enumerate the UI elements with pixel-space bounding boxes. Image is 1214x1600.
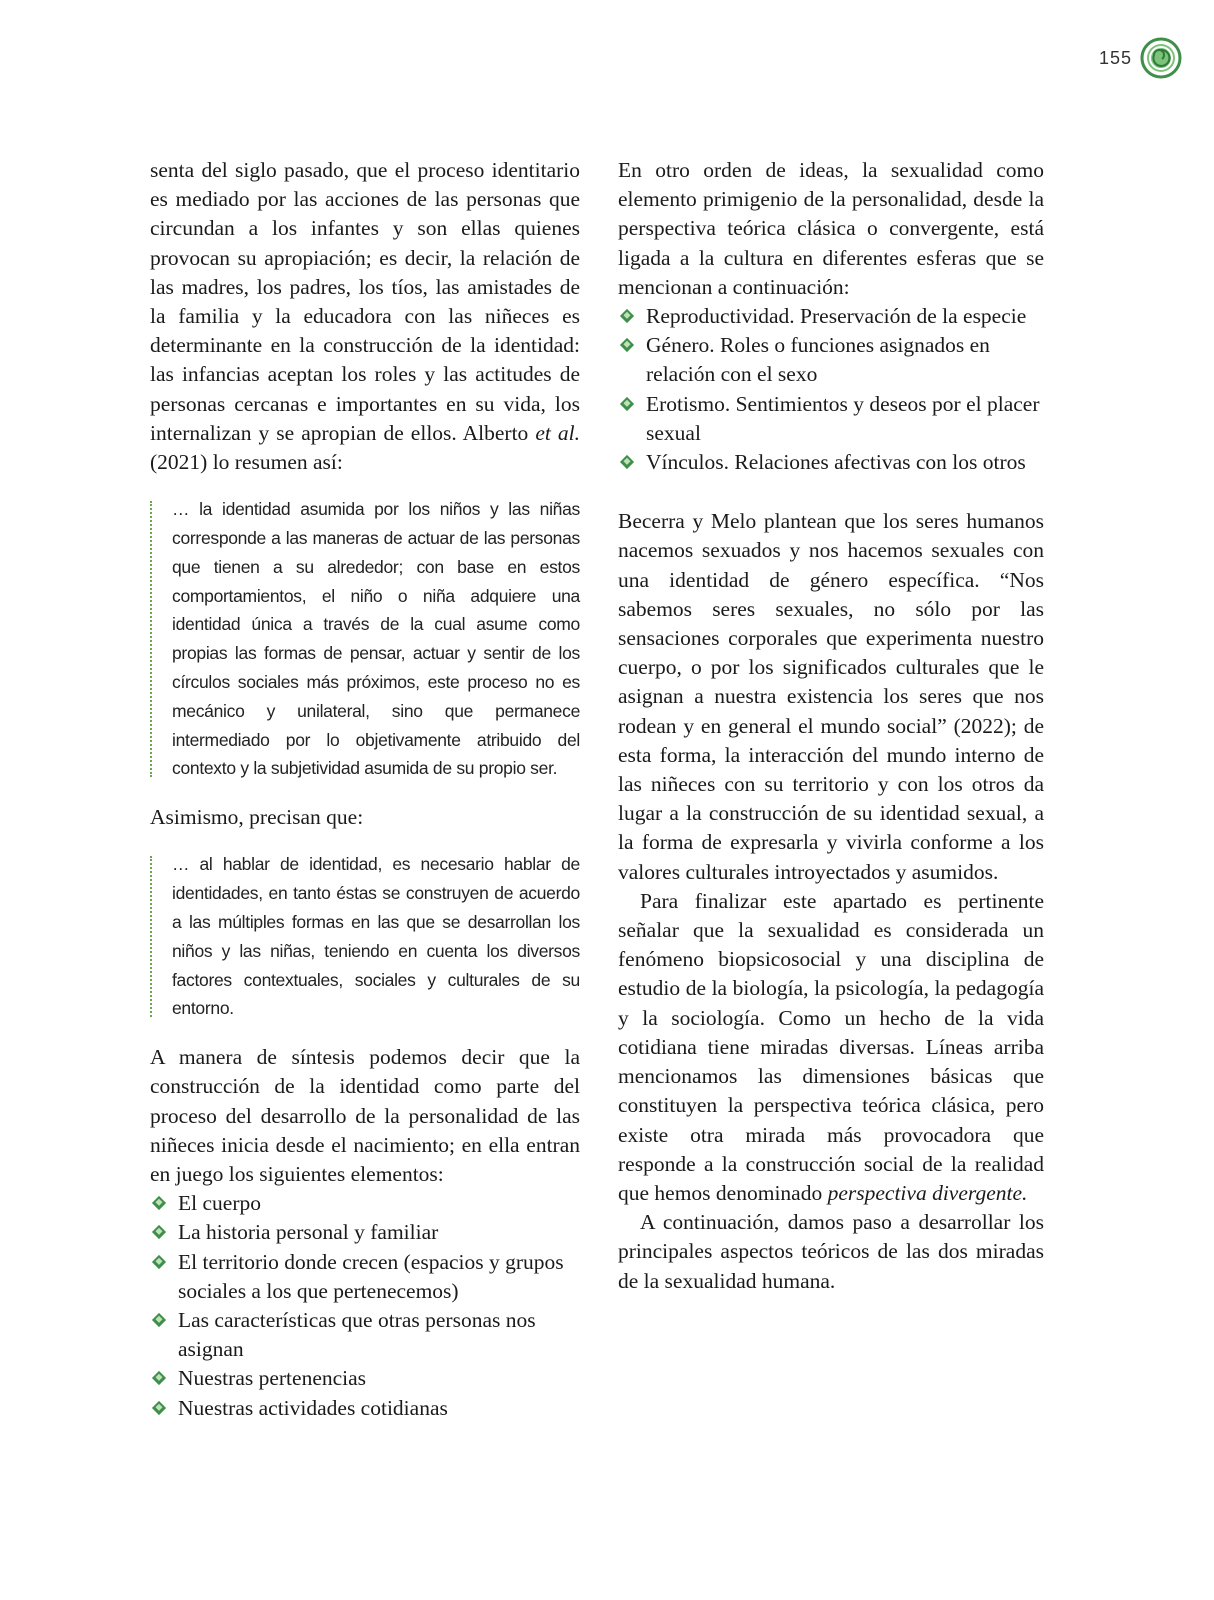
diamond-bullet-icon: [152, 1401, 166, 1415]
diamond-bullet-icon: [620, 309, 634, 323]
left-paragraph-1: senta del siglo pasado, que el proceso identitario es mediado por las acciones de las personas que circundan a los infantes y son ellas quienes provocan su apropiación; es decir, la relación de las madres, los padres, los tíos, las amistades de la familia y la educadora con las niñeces es determinante en la construcción de la identidad: las infancias aceptan los roles y las actitudes de personas cercanas e importantes en su vida, los internalizan y se apropian de ellos. Alberto et al. (2021) lo resumen así:: [150, 158, 580, 475]
block-quote-1: … la identidad asumida por los niños y las niñas corresponde a las maneras de actuar de las personas que tienen a su alrededor; con base en estos comportamientos, el niño o niña adquiere una identidad única a través de la cual asume como propias las formas de pensar, actuar y sentir de los círculos sociales más próximos, este proceso no es mecánico y unilateral, sino que permanece intermediado por lo objetivamente atribuido del contexto y la subjetividad asumida de su propio ser.: [150, 495, 580, 783]
list-item: Género. Roles o funciones asignados en relación con el sexo: [618, 331, 1044, 389]
list-item: Erotismo. Sentimientos y deseos por el placer sexual: [618, 390, 1044, 448]
right-paragraph-2: Becerra y Melo plantean que los seres humanos nacemos sexuados y nos hacemos sexuales con una identidad de género específica. “Nos sabemos seres sexuales, no sólo por las sensaciones corporales que experimenta nuestro cuerpo, o por los significados culturales que le asignan a nuestra existencia los seres que nos rodean y en general el mundo social” (2022); de esta forma, la interacción del mundo interno de las niñeces con su territorio y con los otros da lugar a la construcción de su identidad sexual, a la forma de expresarla y vivirla conforme a los valores culturales introyectados y asumidos.: [618, 509, 1044, 884]
right-bullet-list: [618, 302, 1044, 477]
diamond-bullet-icon: [620, 338, 634, 352]
list-item: El territorio donde crecen (espacios y grupos sociales a los que pertenecemos): [150, 1248, 580, 1306]
diamond-bullet-icon: [620, 397, 634, 411]
right-column: [618, 156, 1044, 1296]
page-number: 155: [1098, 47, 1132, 68]
left-bullet-list: [150, 1189, 580, 1423]
list-item: Vínculos. Relaciones afectivas con los otros: [618, 448, 1044, 477]
list-item: La historia personal y familiar: [150, 1218, 580, 1247]
right-paragraph-4: A continuación, damos paso a desarrollar los principales aspectos teóricos de las dos miradas de la sexualidad humana.: [618, 1210, 1044, 1293]
left-paragraph-2: Asimismo, precisan que:: [150, 805, 364, 830]
left-paragraph-3: A manera de síntesis podemos decir que la construcción de la identidad como parte del proceso del desarrollo de la personalidad de las niñeces inicia desde el nacimiento; en ella entran en juego los siguientes elementos:: [150, 1045, 580, 1186]
diamond-bullet-icon: [152, 1225, 166, 1239]
diamond-bullet-icon: [152, 1313, 166, 1327]
list-item: El cuerpo: [150, 1189, 580, 1218]
diamond-bullet-icon: [152, 1255, 166, 1269]
diamond-bullet-icon: [620, 455, 634, 469]
green-spiral-logo-icon: [1140, 37, 1182, 79]
page-header: [1099, 38, 1182, 78]
list-item: Nuestras actividades cotidianas: [150, 1394, 580, 1423]
list-item: Las características que otras personas nos asignan: [150, 1306, 580, 1364]
list-item: Reproductividad. Preservación de la especie: [618, 302, 1044, 331]
spacer: [618, 477, 1044, 507]
diamond-bullet-icon: [152, 1196, 166, 1210]
right-paragraph-3: Para finalizar este apartado es pertinente señalar que la sexualidad es considerada un fenómeno biopsicosocial y una disciplina de estudio de la biología, la psicología, la pedagogía y la sociología. Como un hecho de la vida cotidiana tiene miradas diversas. Líneas arriba mencionamos las dimensiones básicas que constituyen la perspectiva teórica clásica, pero existe otra mirada más provocadora que responde a la construcción social de la realidad que hemos denominado perspectiva divergente.: [618, 888, 1044, 1205]
list-item: Nuestras pertenencias: [150, 1364, 580, 1393]
right-paragraph-1: En otro orden de ideas, la sexualidad como elemento primigenio de la personalidad, desde la perspectiva teórica clásica o convergente, está ligada a la cultura en diferentes esferas que se mencionan a continuación:: [618, 158, 1044, 299]
left-column: [150, 156, 580, 1423]
block-quote-2: … al hablar de identidad, es necesario hablar de identidades, en tanto éstas se construyen de acuerdo a las múltiples formas en las que se desarrollan los niños y las niñas, teniendo en cuenta los diversos factores contextuales, sociales y culturales de su entorno.: [150, 850, 580, 1023]
diamond-bullet-icon: [152, 1371, 166, 1385]
